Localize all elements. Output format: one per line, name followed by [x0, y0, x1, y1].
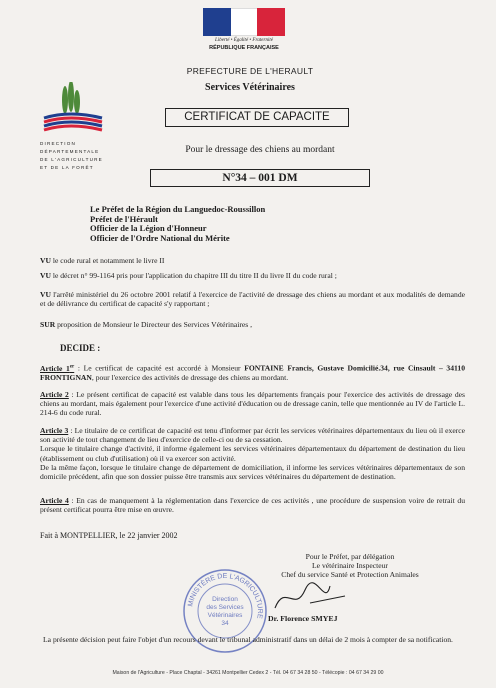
republique-francaise-logo	[203, 8, 285, 52]
svg-text:Direction: Direction	[212, 596, 238, 603]
direction-text: DIRECTION DÉPARTEMENTALE DE L'AGRICULTURE ET DE LA FORÊT	[40, 141, 103, 170]
vu-paragraph: VU le décret n° 99-1164 pris pour l'application du chapitre III du titre II du livre II du code rural ;	[40, 271, 337, 280]
appeal-note: La présente décision peut faire l'objet d'un recours devant le tribunal administratif dans un délai de 2 mois à compter de sa notification.	[43, 635, 453, 644]
vu-paragraph: VU l'arrêté ministériel du 26 octobre 2001 relatif à l'exercice de l'activité de dressage des chiens au mordant et aux modalités de demande et de délivrance du certificat de capacité s'y rapportant ;	[40, 290, 465, 309]
republic-motto: Liberté • Égalité • Fraternité	[215, 38, 273, 43]
vu-paragraph: VU le code rural et notamment le livre II	[40, 256, 165, 265]
handwritten-signature	[270, 578, 350, 618]
page-footer: Maison de l'Agriculture - Place Chaptal - 34261 Montpellier Cedex 2 - Tél. 04 67 34 28 50 - Télécopie : 04 67 34 29 00	[112, 670, 384, 676]
certificate-subtitle: Pour le dressage des chiens au mordant	[185, 145, 335, 155]
sur-paragraph: SUR proposition de Monsieur le Directeur des Services Vétérinaires ,	[40, 320, 253, 329]
prefecture-heading: PREFECTURE DE L'HERAULT	[186, 66, 314, 76]
certificate-number: N°34 – 001 DM	[150, 169, 370, 187]
article-3: Article 3 : Le titulaire de ce certificat de capacité est tenu d'informer par écrit les services vétérinaires départementaux du lieu où il exerce son activité de tout changement de lieu d'exercice de celle-ci ou de sa cessation. Lorsque le titulaire change d'activité, il informe également les services vétérinaires départementaux du département de destination du lieu (établissement ou club d'utilisation) où il va exercer son activité. De la même façon, lorsque le titulaire change de département de domiciliation, il informe les services vétérinaires départementaux de son domicile précédent, afin que son dossier puisse être transmis aux services vétérinaires du département de destination.	[40, 426, 465, 482]
svg-text:34: 34	[221, 620, 229, 627]
service-heading: Services Vétérinaires	[205, 82, 295, 93]
svg-text:des Services: des Services	[206, 604, 244, 611]
certificate-title: CERTIFICAT DE CAPACITE	[165, 108, 349, 127]
signature-block: Pour le Préfet, par délégation Le vétérinaire Inspecteur Chef du service Santé et Protection Animales	[281, 552, 419, 580]
prefect-titles: Le Préfet de la Région du Languedoc-Roussillon Préfet de l'Hérault Officier de la Légion d'Honneur Officier de l'Ordre National du Mérite	[90, 204, 266, 243]
signatory-name: Dr. Florence SMYEJ	[268, 614, 338, 623]
article-4: Article 4 : En cas de manquement à la réglementation dans l'exercice de ces activités , une procédure de suspension voire de retrait du présent certificat pourra être mise en œuvre.	[40, 496, 466, 515]
svg-text:MINISTÈRE DE L'AGRICULTURE: MINISTÈRE DE L'AGRICULTURE	[187, 572, 264, 620]
article-1: Article 1er : Le certificat de capacité est accordé à Monsieur FONTAINE Francis, Gustave Domicilié.34, rue Cinsault – 34110 FRONTIGNAN, pour l'exercice des activités de dressage des chiens au mordant.	[40, 363, 466, 382]
republic-name: RÉPUBLIQUE FRANÇAISE	[209, 45, 279, 51]
decide-heading: DECIDE :	[60, 343, 101, 353]
marianne-flag-icon	[203, 8, 285, 36]
article-2: Article 2 : Le présent certificat de capacité est valable dans tous les départements français pour l'exercice des activités de dressage des chiens au mordant, mais également pour l'exercice d'une activité d'éducation ou de dressage canin, telle que mentionnée au IV de l'article L. 214-6 du code rural.	[40, 390, 465, 418]
done-at: Fait à MONTPELLIER, le 22 janvier 2002	[40, 531, 178, 540]
svg-text:Vétérinaires: Vétérinaires	[207, 612, 243, 619]
ddaf-logo-icon	[40, 82, 120, 146]
